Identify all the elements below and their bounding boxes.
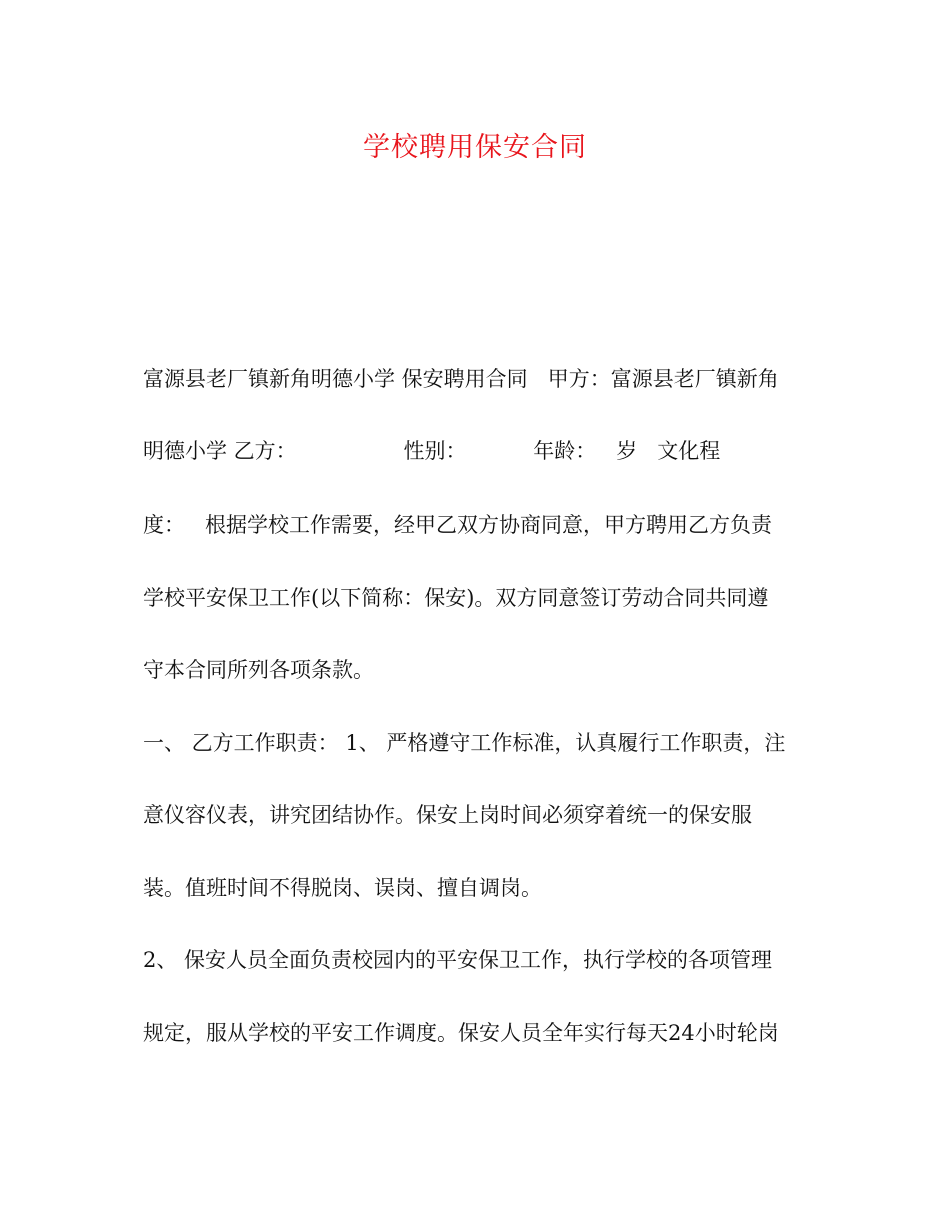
body-line-5: 守本合同所列各项条款。 (143, 658, 374, 682)
body-line-9: 2、 保安人员全面负责校园内的平安保卫工作，执行学校的各项管理 (143, 948, 773, 972)
body-line-6: 一、 乙方工作职责： 1、 严格遵守工作标准，认真履行工作职责，注 (143, 731, 786, 755)
body-line-8: 装。值班时间不得脱岗、误岗、擅自调岗。 (143, 876, 542, 900)
body-line-4: 学校平安保卫工作(以下简称：保安)。双方同意签订劳动合同共同遵 (143, 586, 769, 610)
document-title: 学校聘用保安合同 (363, 132, 587, 163)
body-line-1: 富源县老厂镇新角明德小学 保安聘用合同 甲方：富源县老厂镇新角 (143, 367, 779, 391)
body-line-3: 度： 根据学校工作需要，经甲乙双方协商同意，甲方聘用乙方负责 (143, 513, 773, 537)
body-line-2: 明德小学 乙方： 性别： 年龄： 岁 文化程 (143, 439, 721, 463)
body-line-7: 意仪容仪表，讲究团结协作。保安上岗时间必须穿着统一的保安服 (143, 803, 752, 827)
body-line-10: 规定，服从学校的平安工作调度。保安人员全年实行每天24小时轮岗 (143, 1021, 779, 1045)
